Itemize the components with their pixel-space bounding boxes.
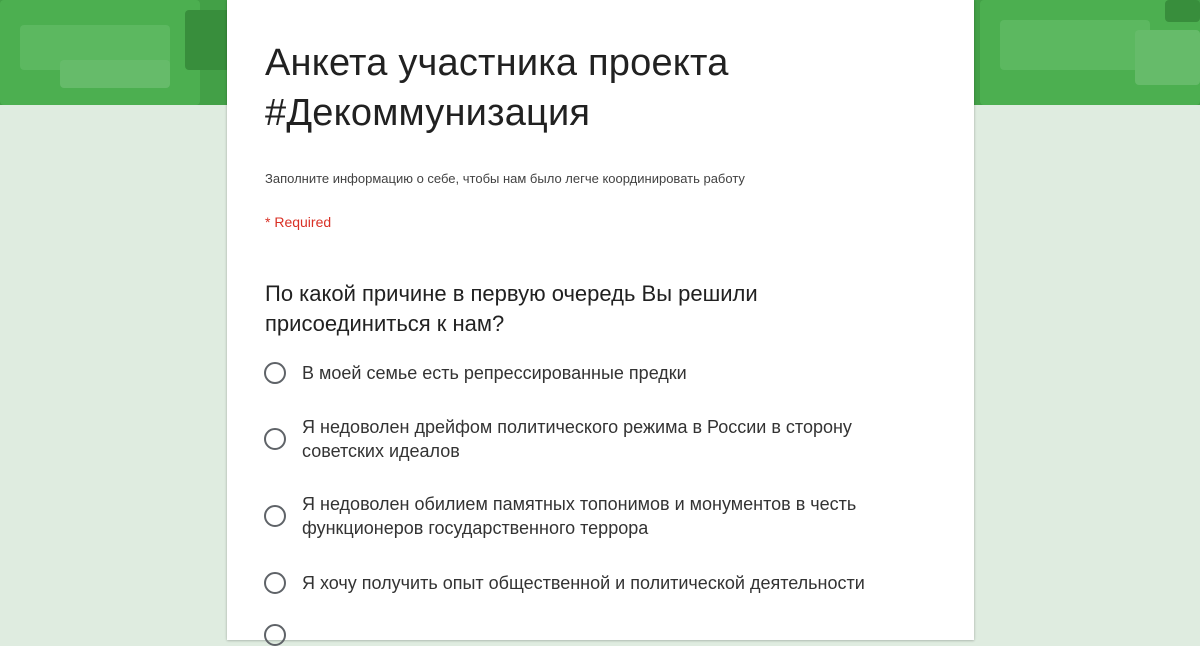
radio-option-label: Я недоволен обилием памятных топонимов и монументов в честь функционеров государственного террора bbox=[302, 494, 857, 538]
radio-button[interactable] bbox=[264, 624, 286, 646]
radio-option-label: Я недоволен дрейфом политического режима в России в сторону советских идеалов bbox=[302, 417, 852, 461]
required-note: * Required bbox=[265, 214, 332, 230]
banner-decoration bbox=[185, 10, 230, 70]
banner-decoration bbox=[1000, 20, 1150, 70]
radio-button[interactable] bbox=[264, 505, 286, 527]
banner-decoration bbox=[1135, 30, 1200, 85]
form-card bbox=[227, 0, 974, 640]
radio-button[interactable] bbox=[264, 428, 286, 450]
radio-option[interactable] bbox=[264, 492, 902, 540]
radio-button[interactable] bbox=[264, 362, 286, 384]
radio-option[interactable] bbox=[264, 361, 902, 385]
radio-option[interactable] bbox=[264, 415, 902, 463]
form-description: Заполните информацию о себе, чтобы нам было легче координировать работу bbox=[265, 171, 745, 186]
banner-decoration bbox=[1165, 0, 1200, 22]
radio-option[interactable] bbox=[264, 571, 902, 595]
banner-decoration bbox=[60, 60, 170, 88]
radio-option-label: Я хочу получить опыт общественной и политической деятельности bbox=[302, 573, 865, 593]
radio-option-label: В моей семье есть репрессированные предки bbox=[302, 363, 687, 383]
form-title: Анкета участника проекта #Декоммунизация bbox=[265, 42, 729, 134]
radio-button[interactable] bbox=[264, 572, 286, 594]
question-title: По какой причине в первую очередь Вы решили присоединиться к нам? bbox=[265, 281, 758, 336]
